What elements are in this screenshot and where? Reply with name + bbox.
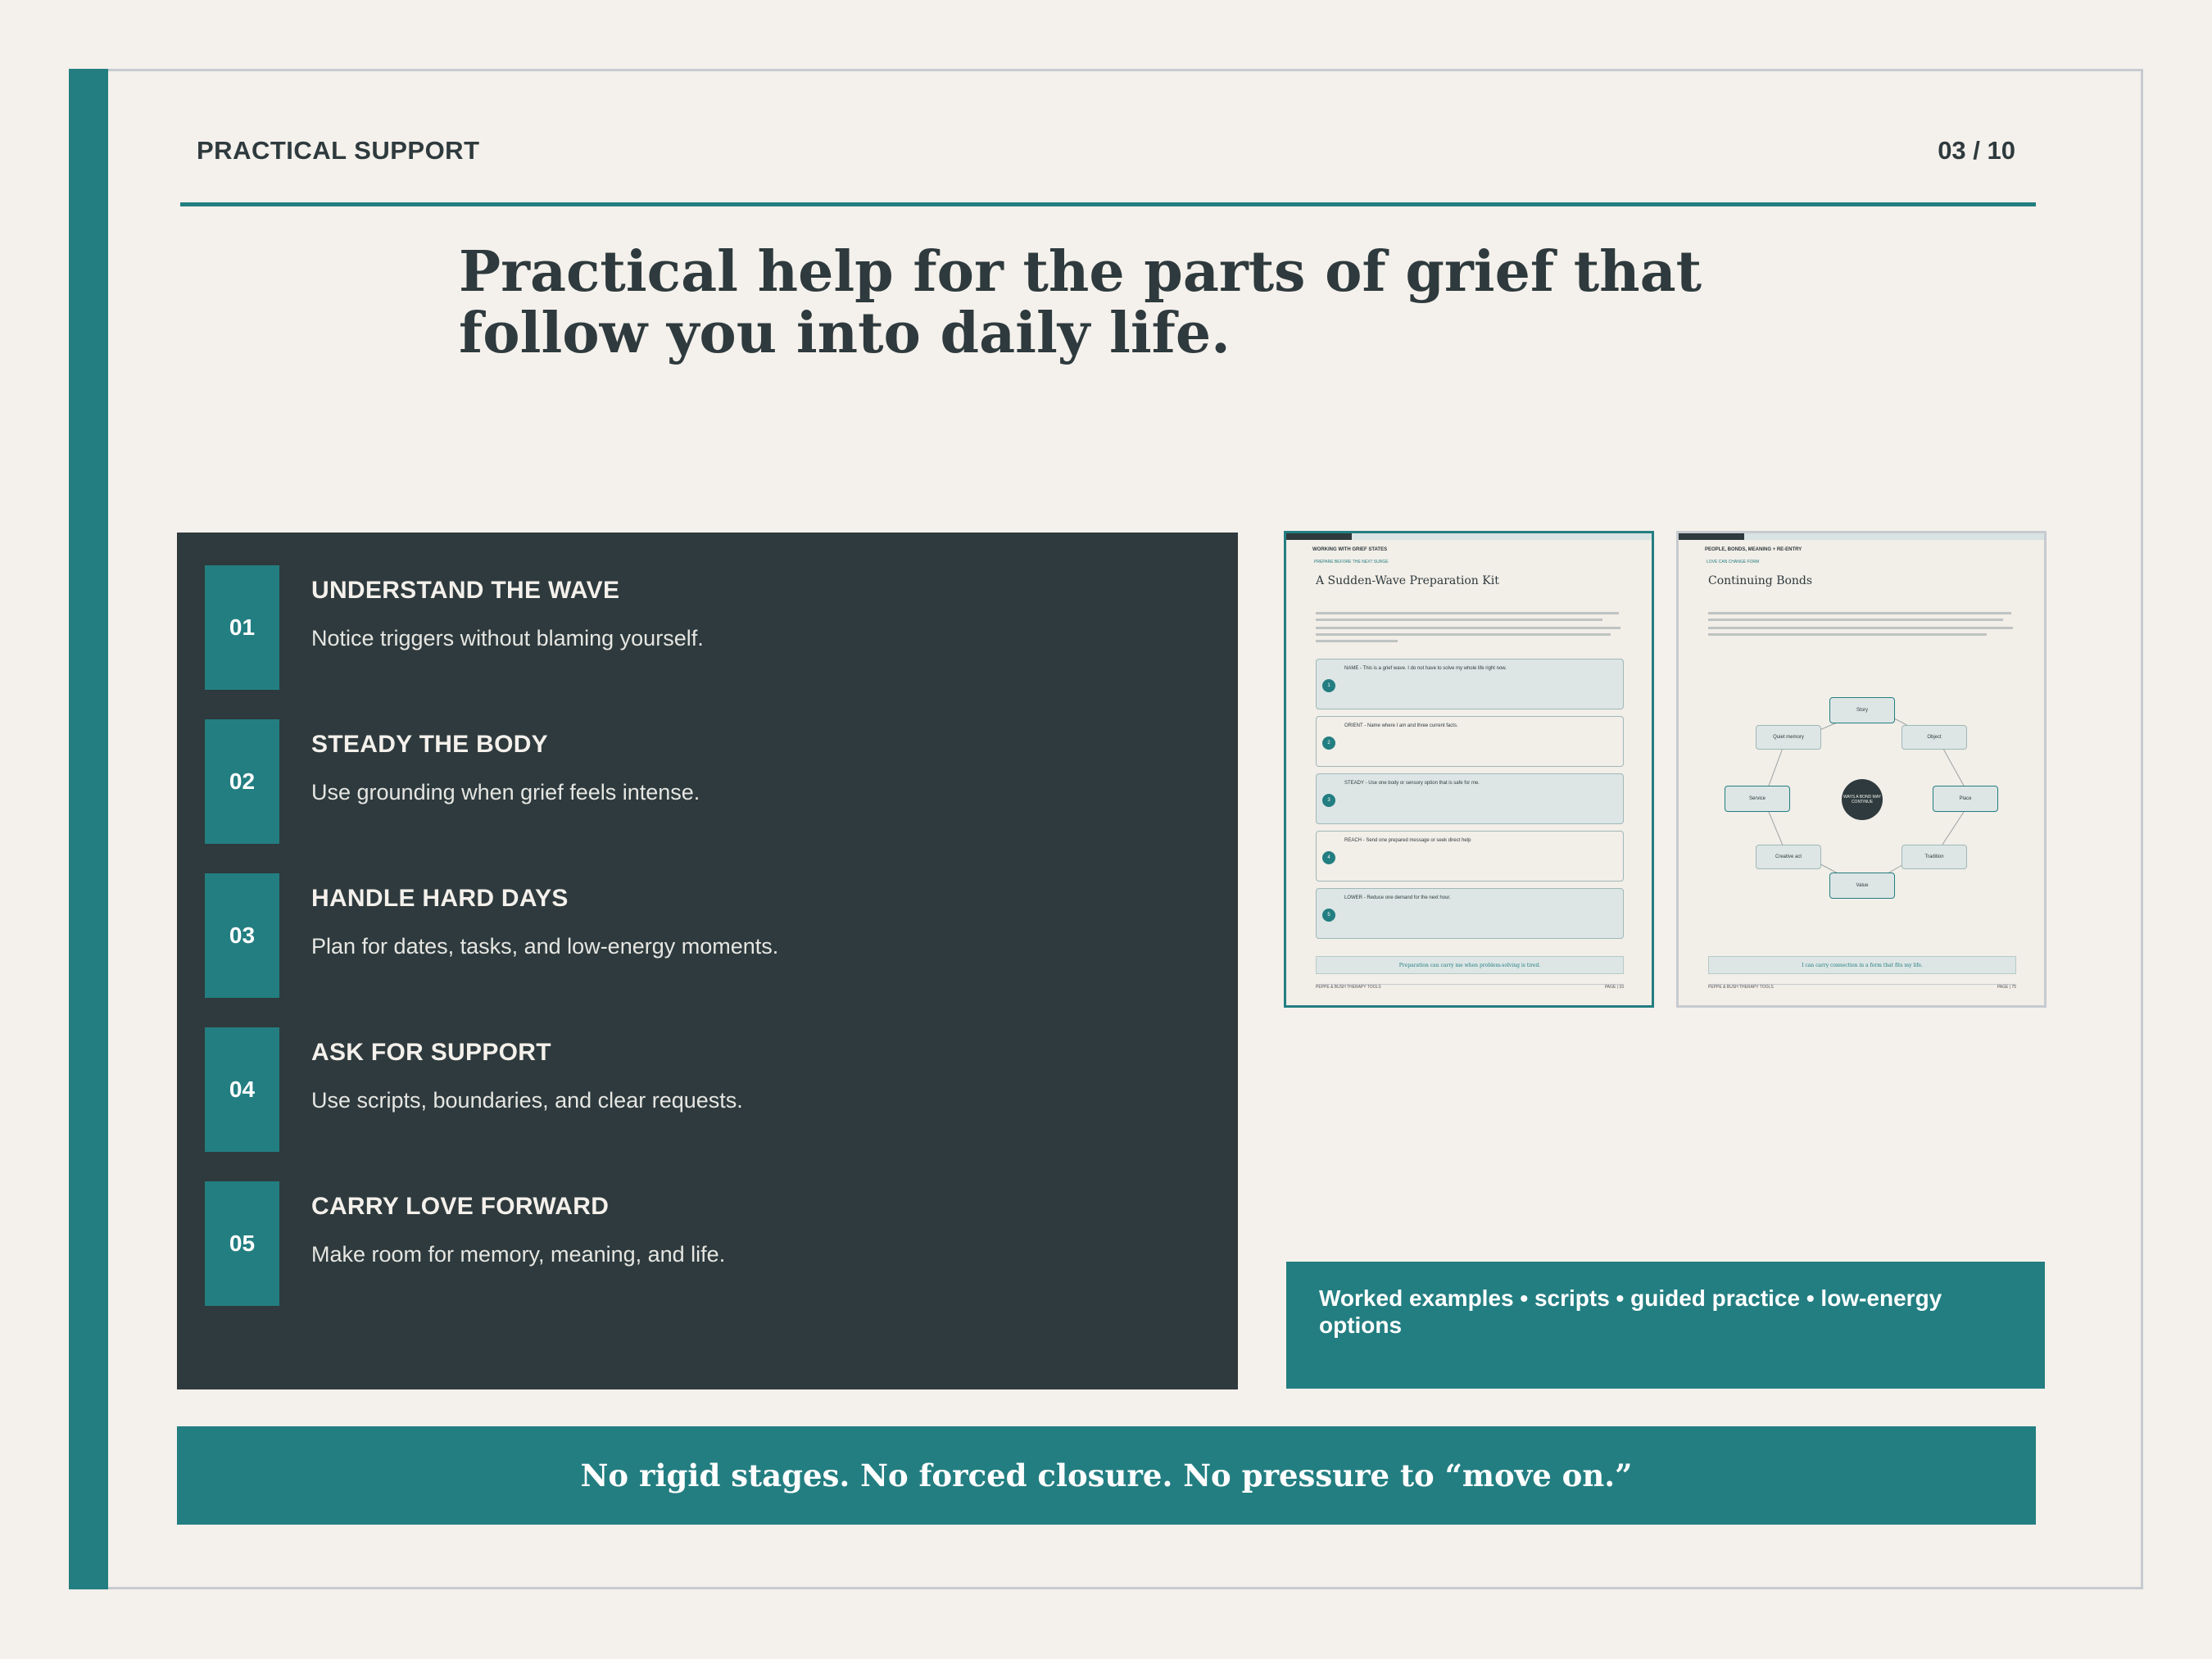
thumb-step-dot: 1 — [1322, 679, 1335, 692]
thumb-step-card — [1316, 773, 1624, 824]
thumb-step-card — [1316, 716, 1624, 767]
thumb-top-bar — [1286, 533, 1652, 540]
bond-node: Creative act — [1756, 845, 1821, 869]
step-item — [205, 1181, 1188, 1306]
thumb-subkicker: PREPARE BEFORE THE NEXT SURGE — [1314, 560, 1389, 564]
bond-node: Story — [1829, 697, 1895, 723]
step-title: STEADY THE BODY — [311, 731, 548, 758]
thumb-step-dot: 4 — [1322, 851, 1335, 864]
thumb-footer-right: PAGE | 33 — [1604, 985, 1624, 990]
steps-panel — [177, 533, 1238, 1389]
bond-node: Service — [1725, 786, 1790, 812]
step-description: Use grounding when grief feels intense. — [311, 780, 700, 805]
thumb-kicker: PEOPLE, BONDS, MEANING + RE-ENTRY — [1705, 547, 1802, 552]
step-item — [205, 873, 1188, 998]
thumb-footnote: I can carry connection in a form that fits my life. — [1708, 956, 2016, 974]
features-text: Worked examples • scripts • guided practice • low-energy options — [1319, 1285, 1942, 1338]
thumb-footer-left: PEPPE & BUSH THERAPY TOOLS — [1708, 985, 1774, 990]
section-label: PRACTICAL SUPPORT — [197, 136, 480, 165]
bond-node: Tradition — [1902, 845, 1967, 869]
page-number: 03 / 10 — [1938, 136, 2015, 165]
step-title: CARRY LOVE FORWARD — [311, 1193, 610, 1220]
step-title: ASK FOR SUPPORT — [311, 1039, 551, 1066]
thumb-text-line — [1316, 619, 1602, 621]
step-description: Plan for dates, tasks, and low-energy moments. — [311, 934, 779, 959]
thumb-step-card — [1316, 888, 1624, 939]
thumb-footer-right: PAGE | 75 — [1997, 985, 2016, 990]
step-number: 02 — [205, 719, 279, 844]
step-number: 03 — [205, 873, 279, 998]
header-divider — [180, 202, 2036, 206]
step-number: 05 — [205, 1181, 279, 1306]
step-number: 04 — [205, 1027, 279, 1152]
step-number: 01 — [205, 565, 279, 690]
thumb-text-line — [1316, 612, 1619, 614]
bottom-banner — [177, 1426, 2036, 1525]
step-item — [205, 1027, 1188, 1152]
thumb-subkicker: LOVE CAN CHANGE FORM — [1707, 560, 1760, 564]
thumb-footnote: Preparation can carry me when problem-solving is tired. — [1316, 956, 1624, 974]
thumb-footer-left: PEPPE & BUSH THERAPY TOOLS — [1316, 985, 1381, 990]
bond-node: Place — [1933, 786, 1998, 812]
thumb-title: A Sudden-Wave Preparation Kit — [1316, 574, 1499, 587]
bond-diagram-lines — [1679, 533, 2047, 1008]
bond-node: Value — [1829, 873, 1895, 899]
thumb-kicker: WORKING WITH GRIEF STATES — [1312, 547, 1388, 552]
thumb-text-line — [1316, 633, 1611, 636]
step-description: Use scripts, boundaries, and clear requests. — [311, 1088, 743, 1113]
bond-node: Object — [1902, 725, 1967, 750]
thumb-footer — [1708, 984, 2016, 995]
thumb-title: Continuing Bonds — [1708, 574, 1813, 587]
thumb-step-dot: 2 — [1322, 737, 1335, 750]
thumb-step-label: STEADY - Use one body or sensory option that is safe for me. — [1344, 781, 1480, 786]
thumb-step-dot: 3 — [1322, 794, 1335, 807]
left-accent-bar — [69, 69, 108, 1589]
thumb-step-dot: 5 — [1322, 909, 1335, 922]
thumb-step-card — [1316, 831, 1624, 882]
features-callout — [1286, 1262, 2045, 1389]
thumbnail-continuing-bonds[interactable] — [1676, 531, 2047, 1008]
thumb-step-label: NAME - This is a grief wave. I do not have to solve my whole life right now. — [1344, 666, 1507, 671]
thumbnail-preparation-kit[interactable] — [1284, 531, 1654, 1008]
thumb-step-label: LOWER - Reduce one demand for the next hour. — [1344, 895, 1451, 900]
step-description: Make room for memory, meaning, and life. — [311, 1242, 726, 1267]
thumb-step-label: REACH - Send one prepared message or seek direct help — [1344, 838, 1471, 843]
page-title: Practical help for the parts of grief that follow you into daily life. — [459, 239, 1702, 366]
thumb-step-card — [1316, 659, 1624, 709]
step-title: UNDERSTAND THE WAVE — [311, 577, 620, 604]
step-item — [205, 719, 1188, 844]
step-item — [205, 565, 1188, 690]
bond-node: Quiet memory — [1756, 725, 1821, 750]
bond-center-circle: WAYS A BOND MAY CONTINUE — [1842, 779, 1883, 820]
step-title: HANDLE HARD DAYS — [311, 885, 569, 912]
thumb-text-line — [1316, 627, 1620, 629]
step-description: Notice triggers without blaming yourself. — [311, 626, 704, 650]
thumb-text-line — [1316, 640, 1398, 642]
thumb-footer — [1316, 984, 1624, 995]
banner-text: No rigid stages. No forced closure. No pressure to “move on.” — [580, 1457, 1633, 1494]
thumb-step-label: ORIENT - Name where I am and three current facts. — [1344, 723, 1458, 728]
